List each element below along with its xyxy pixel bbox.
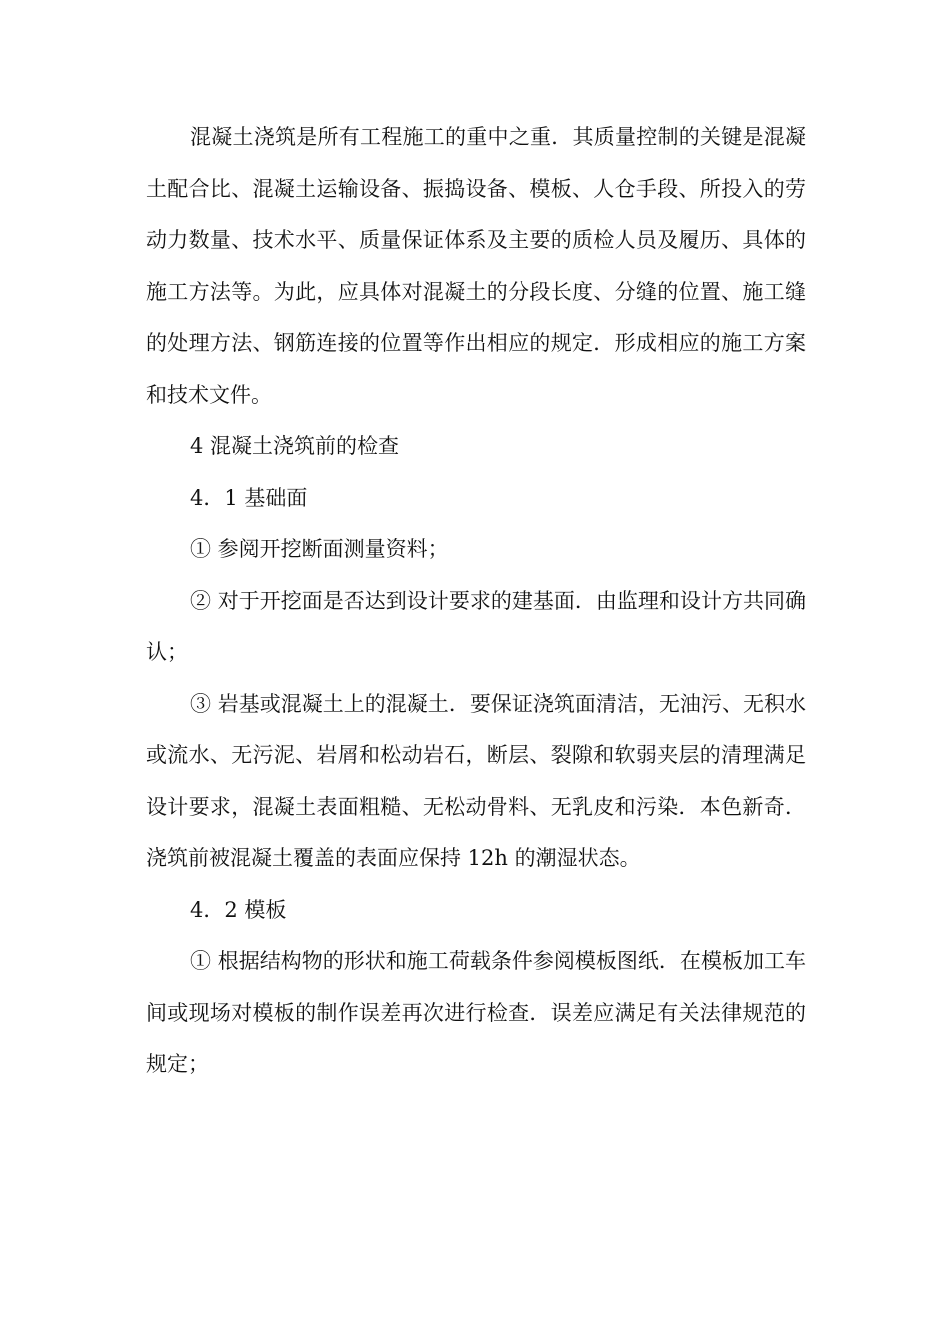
list-item-1: ① 参阅开挖断面测量资料； — [190, 537, 449, 561]
subsection-heading-4-1: 4．1 基础面 — [190, 485, 308, 510]
paragraph-intro: 混凝土浇筑是所有工程施工的重中之重．其质量控制的关键是混凝土配合比、混凝土运输设备、振捣设备、模板、人仓手段、所投入的劳动力数量、技术水平、质量保证体系及主要的质检人员及履历、具体的施工方法等。为此，应具体对混凝土的分段长度、分缝的位置、施工缝的处理方法、钢筋连接的位置等作出相应的规定．形成相应的施工方案和技术文件。 — [146, 125, 806, 407]
list-item-3: ③ 岩基或混凝土上的混凝土．要保证浇筑面清洁，无油污、无积水或流水、无污泥、岩屑和松动岩石，断层、裂隙和软弱夹层的清理满足设计要求，混凝土表面粗糙、无松动骨料、无乳皮和污染．本色新奇．浇筑前被混凝土覆盖的表面应保持 12h 的潮湿状态。 — [146, 691, 806, 870]
section-heading-4: 4 混凝土浇筑前的检查 — [190, 434, 400, 458]
document-body — [146, 112, 806, 1091]
subsection-heading-4-2: 4．2 模板 — [190, 897, 287, 922]
list-item-template-1: ① 根据结构物的形状和施工荷载条件参阅模板图纸．在模板加工车间或现场对模板的制作误差再次进行检查．误差应满足有关法律规范的规定； — [146, 949, 806, 1076]
list-item-2: ② 对于开挖面是否达到设计要求的建基面．由监理和设计方共同确认； — [146, 588, 806, 664]
